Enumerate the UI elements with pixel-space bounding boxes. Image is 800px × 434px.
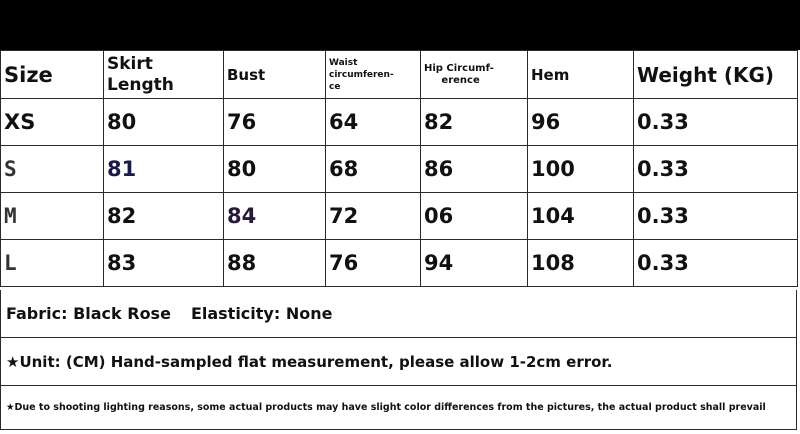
header-size: Size <box>1 51 104 99</box>
hip-cell: 94 <box>421 240 528 287</box>
skirt-length-cell: 83 <box>104 240 224 287</box>
table-row <box>1 146 798 193</box>
table-header-row <box>1 51 798 99</box>
hem-cell: 96 <box>528 99 634 146</box>
unit-note-row <box>0 338 797 386</box>
elasticity-text: Elasticity: None <box>190 304 333 323</box>
skirt-length-cell: 81 <box>104 146 224 193</box>
size-cell: M <box>1 193 104 240</box>
hem-cell: 100 <box>528 146 634 193</box>
fabric-text: Fabric: Black Rose <box>6 304 171 323</box>
hip-cell: 86 <box>421 146 528 193</box>
bust-cell: 88 <box>224 240 326 287</box>
weight-cell: 0.33 <box>634 240 798 287</box>
header-skirt-length <box>104 51 224 99</box>
fabric-info-row <box>0 290 797 338</box>
skirt-length-cell: 80 <box>104 99 224 146</box>
size-cell: XS <box>1 99 104 146</box>
hem-cell: 108 <box>528 240 634 287</box>
header-weight: Weight (KG) <box>634 51 798 99</box>
bust-cell: 84 <box>224 193 326 240</box>
table-row <box>1 240 798 287</box>
waist-cell: 72 <box>326 193 421 240</box>
weight-cell: 0.33 <box>634 99 798 146</box>
lighting-note-row <box>0 386 797 430</box>
table-row <box>1 193 798 240</box>
header-hem: Hem <box>528 51 634 99</box>
top-black-banner <box>0 0 800 50</box>
lighting-note-text: ★Due to shooting lighting reasons, some actual products may have slight color differences from the pictures, the actual product shall prevail <box>6 402 766 413</box>
size-cell: S <box>1 146 104 193</box>
bust-cell: 76 <box>224 99 326 146</box>
waist-cell: 76 <box>326 240 421 287</box>
table-row <box>1 99 798 146</box>
size-table <box>0 50 798 287</box>
weight-cell: 0.33 <box>634 146 798 193</box>
header-skirt-length-text: Skirt Length <box>107 53 174 95</box>
header-hip: Hip Circumf- erence <box>421 51 528 99</box>
skirt-length-cell: 82 <box>104 193 224 240</box>
waist-cell: 64 <box>326 99 421 146</box>
hem-cell: 104 <box>528 193 634 240</box>
header-bust: Bust <box>224 51 326 99</box>
hip-cell: 06 <box>421 193 528 240</box>
weight-cell: 0.33 <box>634 193 798 240</box>
size-chart <box>0 50 800 434</box>
waist-cell: 68 <box>326 146 421 193</box>
hip-cell: 82 <box>421 99 528 146</box>
unit-note-text: ★Unit: (CM) Hand-sampled flat measurement, please allow 1-2cm error. <box>6 352 613 371</box>
size-cell: L <box>1 240 104 287</box>
header-waist: Waist circumferen- ce <box>326 51 421 99</box>
bust-cell: 80 <box>224 146 326 193</box>
